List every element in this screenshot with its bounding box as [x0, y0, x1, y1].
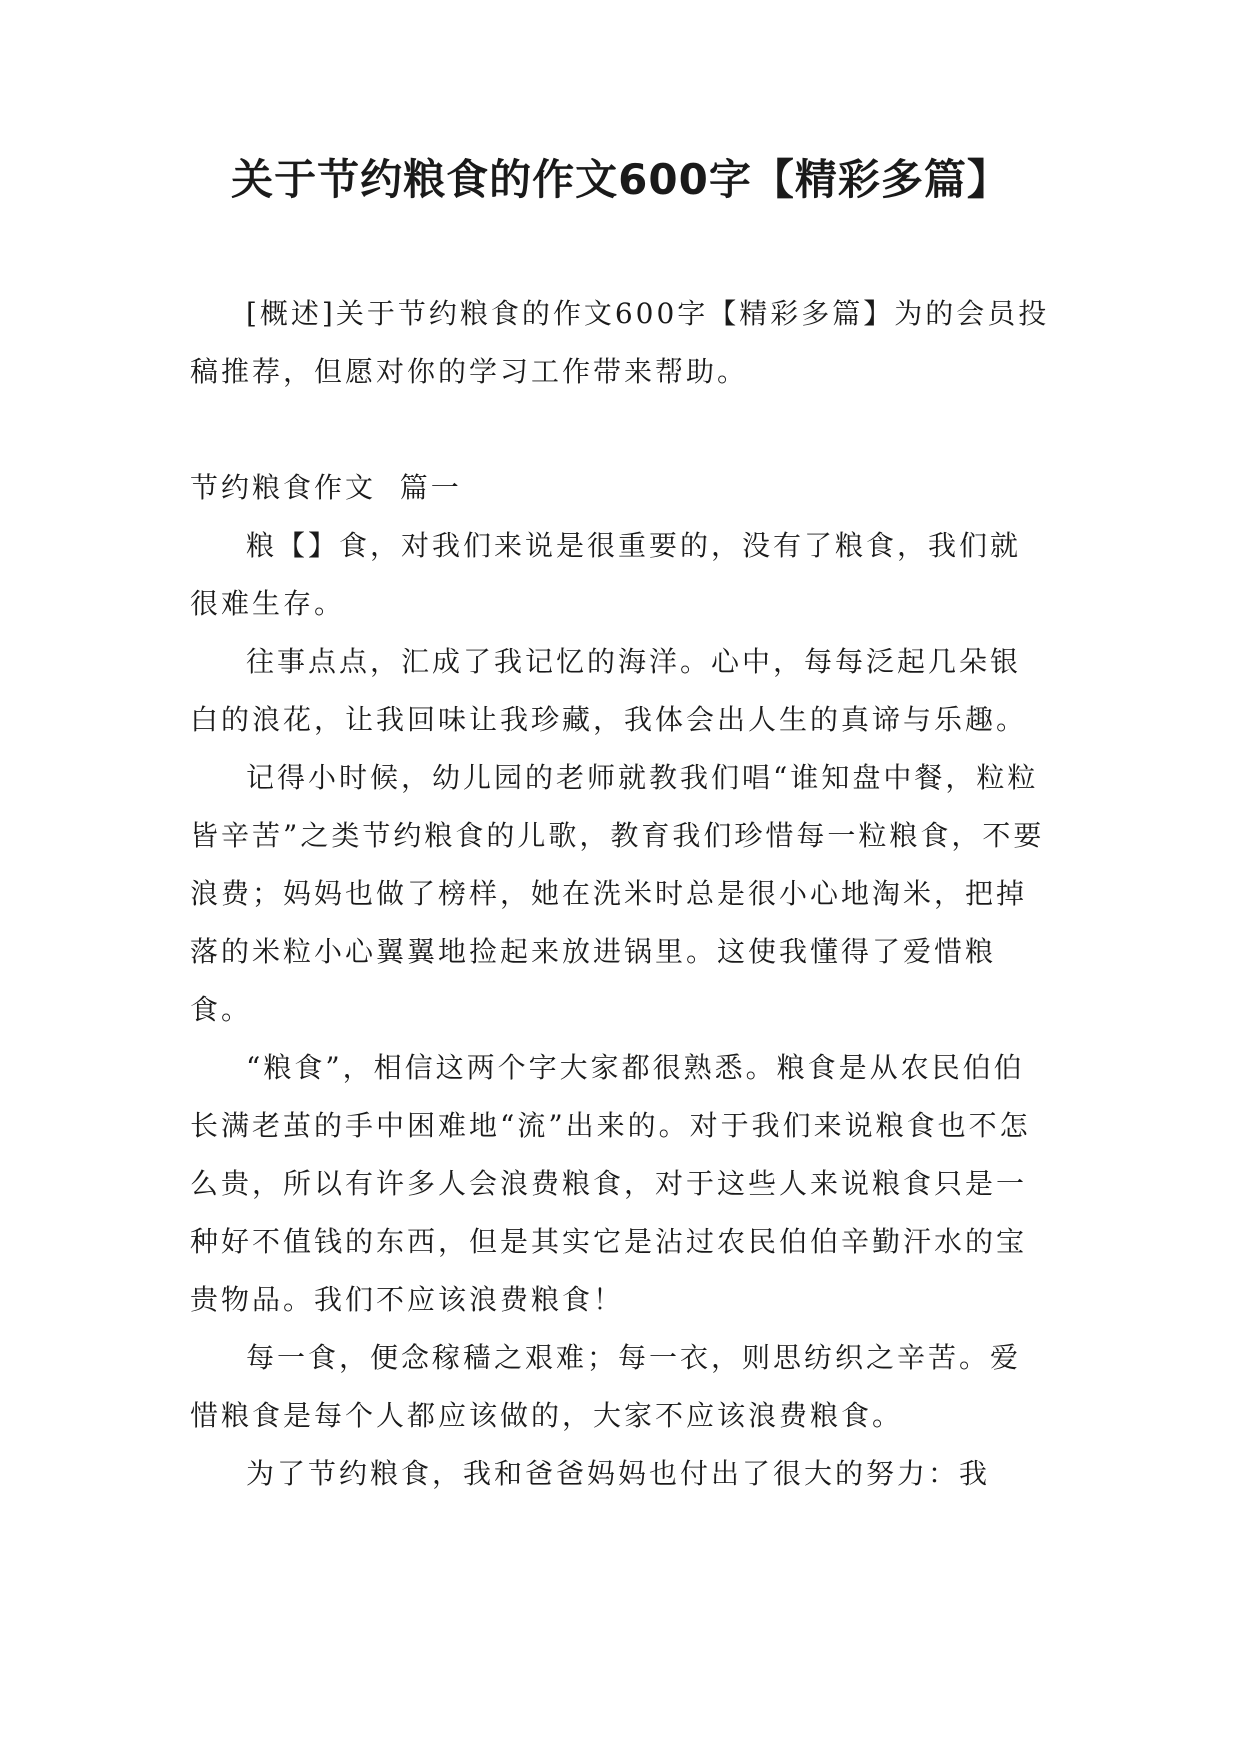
body-paragraph: 往事点点，汇成了我记忆的海洋。心中，每每泛起几朵银白的浪花，让我回味让我珍藏，我体会出人生的真谛与乐趣。 [190, 645, 1028, 736]
body-paragraph: 每一食，便念稼穑之艰难；每一衣，则思纺织之辛苦。爱惜粮食是每个人都应该做的，大家不应该浪费粮食。 [190, 1341, 1022, 1432]
body-paragraph: 记得小时候，幼儿园的老师就教我们唱“谁知盘中餐，粒粒皆辛苦”之类节约粮食的儿歌，教育我们珍惜每一粒粮食，不要浪费；妈妈也做了榜样，她在洗米时总是很小心地淘米，把掉落的米粒小心翼翼地捡起来放进锅里。这使我懂得了爱惜粮食。 [190, 761, 1045, 1026]
body-paragraph: 为了节约粮食，我和爸爸妈妈也付出了很大的努力：我 [246, 1457, 991, 1490]
summary-paragraph: [概述]关于节约粮食的作文600字【精彩多篇】为的会员投稿推荐，但愿对你的学习工作带来帮助。 [190, 297, 1050, 388]
body-paragraph: 粮【】食，对我们来说是很重要的，没有了粮食，我们就很难生存。 [190, 529, 1022, 620]
document-title: 关于节约粮食的作文600字【精彩多篇】 [231, 155, 1010, 204]
section-heading: 节约粮食作文 篇一 [190, 471, 462, 504]
document-body [190, 285, 1050, 1503]
body-paragraph: “粮食”，相信这两个字大家都很熟悉。粮食是从农民伯伯长满老茧的手中困难地“流”出来的。对于我们来说粮食也不怎么贵，所以有许多人会浪费粮食，对于这些人来说粮食只是一种好不值钱的东西，但是其实它是沾过农民伯伯辛勤汗水的宝贵物品。我们不应该浪费粮食！ [190, 1051, 1031, 1316]
